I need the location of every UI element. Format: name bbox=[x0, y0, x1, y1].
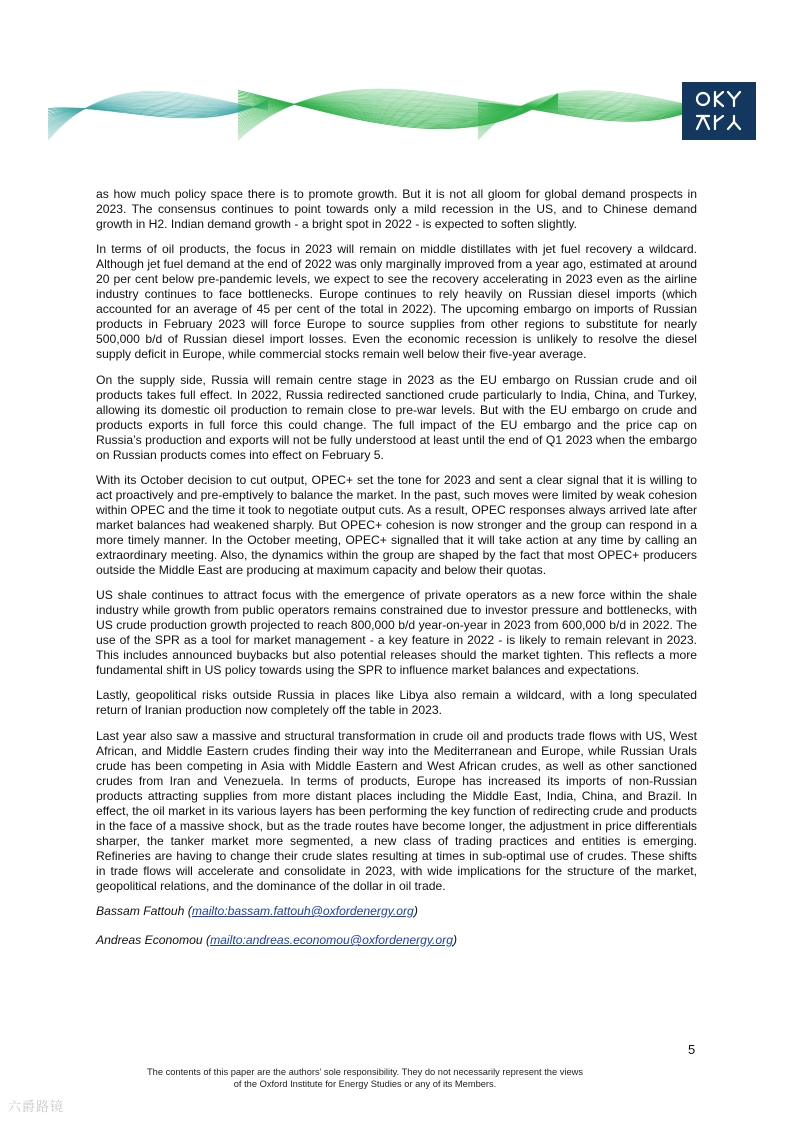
author-signature-1: Bassam Fattouh (mailto:bassam.fattouh@oxfordenergy.org) bbox=[96, 904, 418, 919]
paragraph-7: Last year also saw a massive and structural transformation in crude oil and products trade flows with US, West African, and Middle Eastern crudes finding their way into the Mediterranean and Europe, while Russian Urals crude has been competing in Asia with Middle Eastern and West African crudes, as well as other sanctioned crudes from Iran and Venezuela. In terms of products, Europe has increased its imports of non-Russian products attracting supplies from more distant places including the Middle East, India, China, and Brazil. In effect, the oil market in its various layers has been performing the key function of redirecting crude and products in the face of a massive shock, but as the trade routes have become longer, the adjustment in price differentials sharper, the tanker market more segmented, a new class of trading practices and entities is emerging. Refineries are having to change their crude slates resulting at times in sub-optimal use of crudes. These shifts in trade flows will accelerate and consolidate in 2023, with wide implications for the structure of the market, geopolitical relations, and the dominance of the dollar in oil trade. bbox=[96, 728, 697, 893]
author-email-link[interactable]: mailto:bassam.fattouh@oxfordenergy.org bbox=[191, 904, 414, 919]
paragraph-6: Lastly, geopolitical risks outside Russia in places like Libya also remain a wildcard, with a long speculated return of Iranian production now completely off the table in 2023. bbox=[96, 688, 697, 718]
author-email-link[interactable]: mailto:andreas.economou@oxfordenergy.org bbox=[210, 933, 453, 948]
wave-pattern-graphic bbox=[38, 82, 756, 140]
author-signature-2: Andreas Economou (mailto:andreas.economou@oxfordenergy.org) bbox=[96, 933, 458, 948]
watermark: 六爵路镜 bbox=[8, 1100, 65, 1115]
paragraph-1: as how much policy space there is to promote growth. But it is not all gloom for global demand prospects in 2023. The consensus continues to point towards only a mild recession in the US, and to Chinese demand growth in H2. Indian demand growth - a bright spot in 2022 - is expected to soften slightly. bbox=[96, 187, 697, 232]
author-name: Andreas Economou bbox=[96, 933, 203, 948]
oies-logo-icon bbox=[682, 82, 756, 140]
footer-line-2: of the Oxford Institute for Energy Studies or any of its Members. bbox=[233, 1079, 497, 1089]
footer-disclaimer bbox=[100, 1066, 630, 1090]
article-body bbox=[96, 187, 697, 962]
paragraph-2: In terms of oil products, the focus in 2023 will remain on middle distillates with jet fuel recovery a wildcard. Although jet fuel demand at the end of 2022 was only marginally improved from a year ago, estimated at around 20 per cent below pre-pandemic levels, we expect to see the recovery accelerating in 2023 even as the airline industry continues to face bottlenecks. Europe continues to rely heavily on Russian diesel imports (which accounted for an average of 45 per cent of the total in 2022). The upcoming embargo on imports of Russian products in February 2023 will force Europe to source supplies from other regions to substitute for nearly 500,000 b/d of Russian diesel import losses. Even the economic recession is unlikely to resolve the diesel supply deficit in Europe, while commercial stocks remain well below their five-year average. bbox=[96, 242, 697, 362]
oies-logo bbox=[682, 82, 756, 140]
footer-line-1: The contents of this paper are the authors’ sole responsibility. They do not necessarily represent the views bbox=[147, 1067, 583, 1077]
page-number: 5 bbox=[688, 1042, 696, 1057]
header-banner bbox=[38, 82, 756, 140]
paragraph-4: With its October decision to cut output, OPEC+ set the tone for 2023 and sent a clear signal that it is willing to act proactively and pre-emptively to balance the market. In the past, such moves were limited by weak cohesion within OPEC and the time it took to negotiate output cuts. As a result, OPEC responses always arrived late after market balances had weakened sharply. But OPEC+ cohesion is now stronger and the group can respond in a more timely manner. In the October meeting, OPEC+ signalled that it will take action at any time by calling an extraordinary meeting. Also, the dynamics within the group are shaped by the fact that most OPEC+ producers outside the Middle East are producing at maximum capacity and below their quotas. bbox=[96, 472, 697, 578]
paragraph-5: US shale continues to attract focus with the emergence of private operators as a new force within the shale industry while growth from public operators remains constrained due to investor pressure and bottlenecks, with US crude production growth projected to reach 800,000 b/d year-on-year in 2023 from 600,000 b/d in 2022. The use of the SPR as a tool for market management - a key feature in 2022 - is likely to remain relevant in 2023. This includes announced buybacks but also potential releases should the market tighten. This reflects a more fundamental shift in US policy towards using the SPR to influence market balances and expectations. bbox=[96, 588, 697, 678]
author-name: Bassam Fattouh bbox=[96, 904, 185, 919]
paragraph-3: On the supply side, Russia will remain centre stage in 2023 as the EU embargo on Russian crude and oil products takes full effect. In 2022, Russia redirected sanctioned crude particularly to India, China, and Turkey, allowing its domestic oil production to remain close to pre-war levels. But with the EU embargo on crude and products exports in full force this could change. The full impact of the EU embargo and the price cap on Russia’s production and exports will not be fully understood at least until the end of Q1 2023 when the embargo on Russian products comes into effect on February 5. bbox=[96, 372, 697, 462]
